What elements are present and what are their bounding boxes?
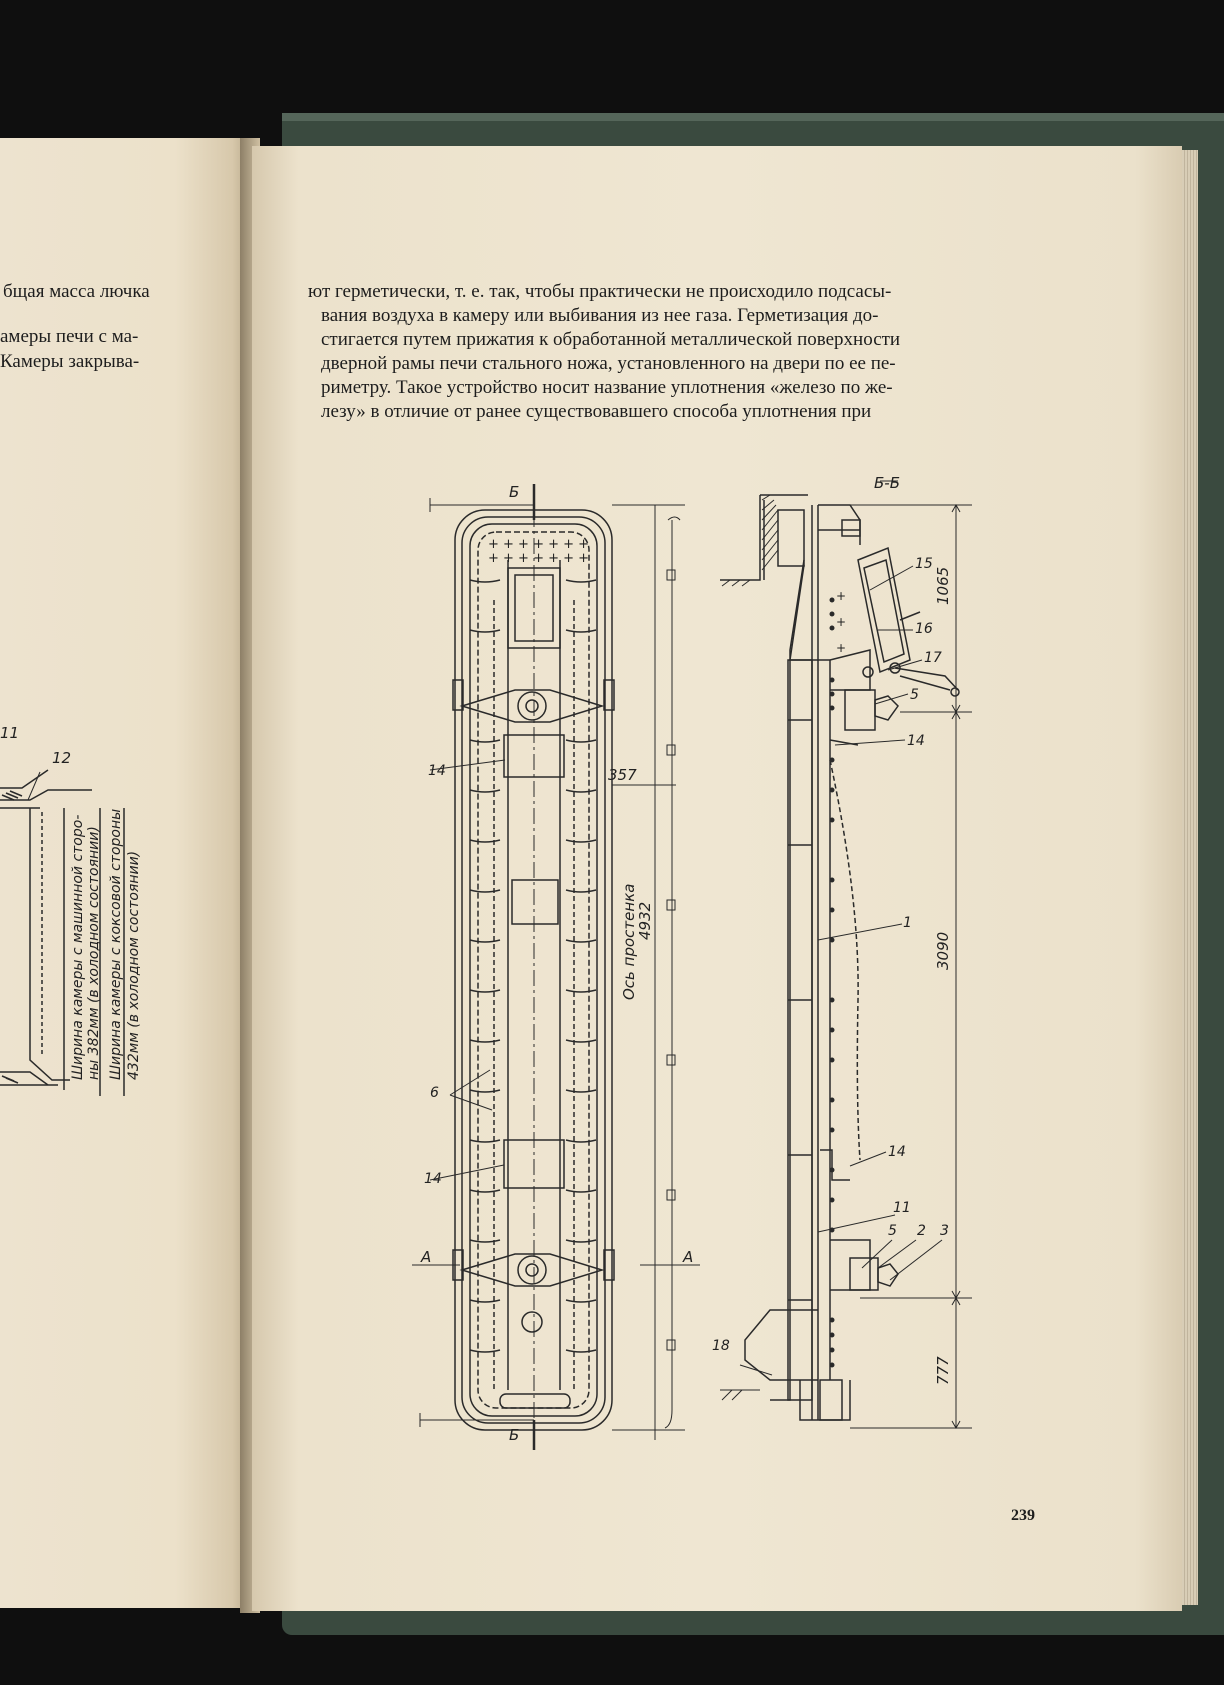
dim-777: 777: [934, 1356, 952, 1385]
svg-text:+ + + + + + +: + + + + + + +: [488, 537, 590, 552]
section-mark-bottom: Б: [509, 1426, 520, 1444]
door-front-view: [453, 484, 614, 1450]
callout-17: 17: [924, 650, 942, 666]
left-text-line: Камеры закрыва-: [0, 351, 140, 372]
body-text-line: вания воздуха в камеру или выбивания из нее газа. Герметизация до-: [321, 305, 879, 326]
section-mark-top: Б: [509, 483, 520, 501]
callout-6: 6: [430, 1085, 439, 1101]
axis-label: Ось простенка: [620, 883, 638, 1000]
dim-machine-side: Ширина камеры с машинной сторо-: [70, 814, 86, 1080]
page-number: 239: [1011, 1507, 1035, 1524]
body-text-line: стигается путем прижатия к обработанной металлической поверхности: [321, 329, 901, 350]
svg-text:+ + + + + + +: + + + + + + +: [488, 551, 590, 566]
callout-2: 2: [917, 1223, 926, 1239]
callout-11: 11: [0, 724, 20, 742]
svg-text:+: +: [836, 615, 847, 629]
section-view-title: Б-Б: [874, 474, 900, 492]
body-text-line: лезу» в отличие от ранее существовавшего способа уплотнения при: [321, 401, 872, 422]
body-text-line: риметру. Такое устройство носит название уплотнения «железо по же-: [321, 377, 893, 398]
body-text-line: ют герметически, т. е. так, чтобы практически не происходило подсасы-: [308, 281, 892, 302]
svg-text:+: +: [836, 641, 847, 655]
callout-14: 14: [888, 1144, 906, 1160]
callout-5: 5: [910, 687, 919, 703]
left-text-line: амеры печи с ма-: [0, 326, 139, 347]
callout-11: 11: [893, 1200, 911, 1216]
callout-1: 1: [903, 915, 912, 931]
callout-14: 14: [428, 763, 446, 779]
callout-14: 14: [424, 1171, 442, 1187]
callout-12: 12: [52, 749, 72, 767]
dim-coke-side-2: 432мм (в холодном состоянии): [126, 850, 142, 1080]
section-a-right: А: [683, 1248, 694, 1266]
callout-14: 14: [907, 733, 925, 749]
dim-3090: 3090: [934, 931, 952, 970]
callout-18: 18: [712, 1338, 730, 1354]
dim-4932: 4932: [636, 901, 654, 940]
dim-coke-side: Ширина камеры с коксовой стороны: [108, 808, 124, 1080]
left-partial-figure: [0, 770, 124, 1096]
svg-text:+: +: [836, 589, 847, 603]
dim-1065: 1065: [934, 566, 952, 605]
left-text-line: бщая масса лючка: [3, 281, 150, 302]
callout-5: 5: [888, 1223, 897, 1239]
dim-357: 357: [608, 766, 637, 784]
callout-16: 16: [915, 621, 933, 637]
dim-machine-side-2: ны 382мм (в холодном состоянии): [86, 826, 102, 1080]
body-text-line: дверной рамы печи стального ножа, установленного на двери по ее пе-: [321, 353, 896, 374]
callout-15: 15: [915, 556, 933, 572]
callout-3: 3: [940, 1223, 949, 1239]
section-a-left: А: [421, 1248, 432, 1266]
